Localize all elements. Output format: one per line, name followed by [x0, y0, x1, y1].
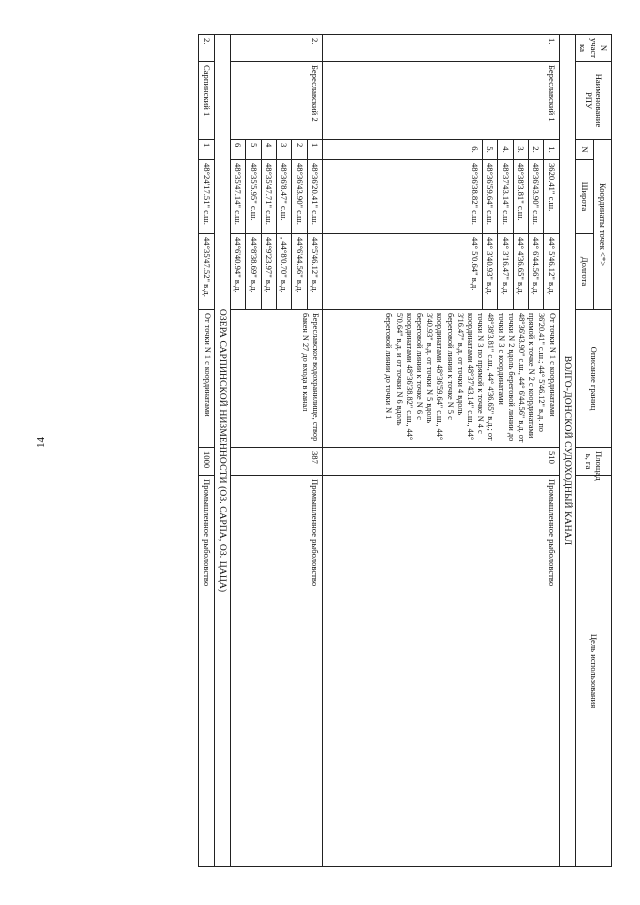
point-lat: 48°35'47.14" с.ш.	[231, 160, 246, 234]
header-area: Площад ь, га	[576, 448, 612, 476]
plot-name: Береславский 2	[231, 62, 323, 140]
point-lat: 48°36'38.82" с.ш.	[323, 160, 483, 234]
point-lon: 44° 5'46.12" в.д.	[544, 234, 559, 310]
header-row	[594, 35, 612, 867]
point-lon: 44°5'46.12" в.д.	[307, 234, 322, 310]
point-lon: 44° 3'16.47" в.д.	[498, 234, 513, 310]
point-lat: 48°35'5.95" с.ш.	[246, 160, 261, 234]
document-sheet	[80, 34, 612, 846]
header-latitude: Широта	[576, 160, 594, 234]
plot-number: 2.	[199, 35, 214, 62]
header-plot-number: N участ ка	[576, 35, 612, 62]
section-row	[214, 35, 231, 867]
fishing-plots-table	[198, 34, 612, 867]
point-n: 6	[231, 140, 246, 160]
point-n: 1	[199, 140, 214, 160]
point-lon: 44°6'40.94" в.д.	[231, 234, 246, 310]
point-lat: 48°37'43.14" с.ш.	[498, 160, 513, 234]
table-row	[544, 35, 559, 867]
plot-purpose: Промышленное рыболовство	[199, 476, 214, 867]
section-title: ОЗЕРА САРПИНСКОЙ НИЗМЕННОСТИ (ОЗ. САРПА, ОЗ. ЦАЦА)	[214, 35, 231, 867]
point-n: 3	[277, 140, 292, 160]
point-n: 2.	[528, 140, 543, 160]
point-n: 2	[292, 140, 307, 160]
point-lon: 44° 5'0.64" в.д.	[323, 234, 483, 310]
plot-area: 387	[231, 448, 323, 476]
point-lat: 48°38'3.81" с.ш.	[513, 160, 528, 234]
page-number: 14	[35, 437, 47, 448]
table-row	[307, 35, 322, 867]
plot-purpose: Промышленное рыболовство	[231, 476, 323, 867]
point-lon: 44°35'47.52" в.д.	[199, 234, 214, 310]
plot-purpose: Промышленное рыболовство	[323, 476, 560, 867]
point-lat: 48°36'20.41" с.ш.	[307, 160, 322, 234]
plot-number: 1.	[323, 35, 560, 62]
plot-area: 510	[323, 448, 560, 476]
point-n: 4	[261, 140, 276, 160]
point-lat: 48°24'17.51" с.ш.	[199, 160, 214, 234]
plot-name: Береславский 1	[323, 62, 560, 140]
header-purpose: Цель использования	[576, 476, 612, 867]
point-lon: 44° 6'44.56" в.д.	[528, 234, 543, 310]
table-row	[199, 35, 214, 867]
plot-number: 2.	[231, 35, 323, 62]
boundary-description: От точки N 1 с координатами 36'20.41" с.ш.; 44° 5'46.12" в.д. по прямой к точке N 2 с координатами 48°36'43.90" с.ш., 44° 6'44.56" в.д. от точки N 2 вдоль береговой линии до точки N 3 с координатами 48°38'3.81" с.ш., 44° 4'36.65" в.д.; от точки N 3 по прямой к точке N 4 с координатами 48°37'43.14" с.ш., 44° 3'16.47" в.д. от точки 4 вдоль береговой линии к точке N 5 с координатами 48°36'59.64" с.ш., 44° 3'40.93" в.д. от точки N 5 вдоль береговой линии к точке N 6 с координатами 48°36'38.82" с.ш., 44° 5'0.64" в.д. и от точки N 6 вдоль береговой линии до точки N 1	[323, 310, 560, 448]
point-lat: 3620.41" с.ш.	[544, 160, 559, 234]
point-n: 4.	[498, 140, 513, 160]
boundary-description: Береславское водохранилище, створ бакен N 27 до входа в канал	[231, 310, 323, 448]
section-title: ВОЛГО-ДОНСКОЙ СУДОХОДНЫЙ КАНАЛ	[559, 35, 576, 867]
point-lat: 48°36'59.64" с.ш.	[483, 160, 498, 234]
point-n: 3.	[513, 140, 528, 160]
header-coordinates: Координаты точек <*>	[594, 140, 612, 310]
point-lon: 44°8'38.69" в.д.	[246, 234, 261, 310]
point-n: 1	[307, 140, 322, 160]
point-lon: 44°6'44.56" в.д.	[292, 234, 307, 310]
point-lon: 44°9'23.97" в.д.	[261, 234, 276, 310]
point-lat: 48°36'8.47" с.ш.	[277, 160, 292, 234]
point-lat: 48°36'43.90" с.ш.	[528, 160, 543, 234]
point-lon: 44° 3'40.93" в.д.	[483, 234, 498, 310]
section-row	[559, 35, 576, 867]
point-lon: 44° 4'36.65" в.д.	[513, 234, 528, 310]
header-boundaries: Описание границ	[576, 310, 612, 448]
plot-area: 1000	[199, 448, 214, 476]
point-n: 5.	[483, 140, 498, 160]
plot-name: Сарпинский 1	[199, 62, 214, 140]
header-point-n: N	[576, 140, 594, 160]
point-lon: , 44°8'0.70" в.д.	[277, 234, 292, 310]
point-n: 5	[246, 140, 261, 160]
point-lat: 48°35'47.71" с.ш.	[261, 160, 276, 234]
point-lat: 48°36'43.90" с.ш.	[292, 160, 307, 234]
header-longitude: Долгота	[576, 234, 594, 310]
header-name: Наименование РПУ	[576, 62, 612, 140]
point-n: 1.	[544, 140, 559, 160]
boundary-description: От точки N 1 с координатами	[199, 310, 214, 448]
point-n: 6.	[323, 140, 483, 160]
